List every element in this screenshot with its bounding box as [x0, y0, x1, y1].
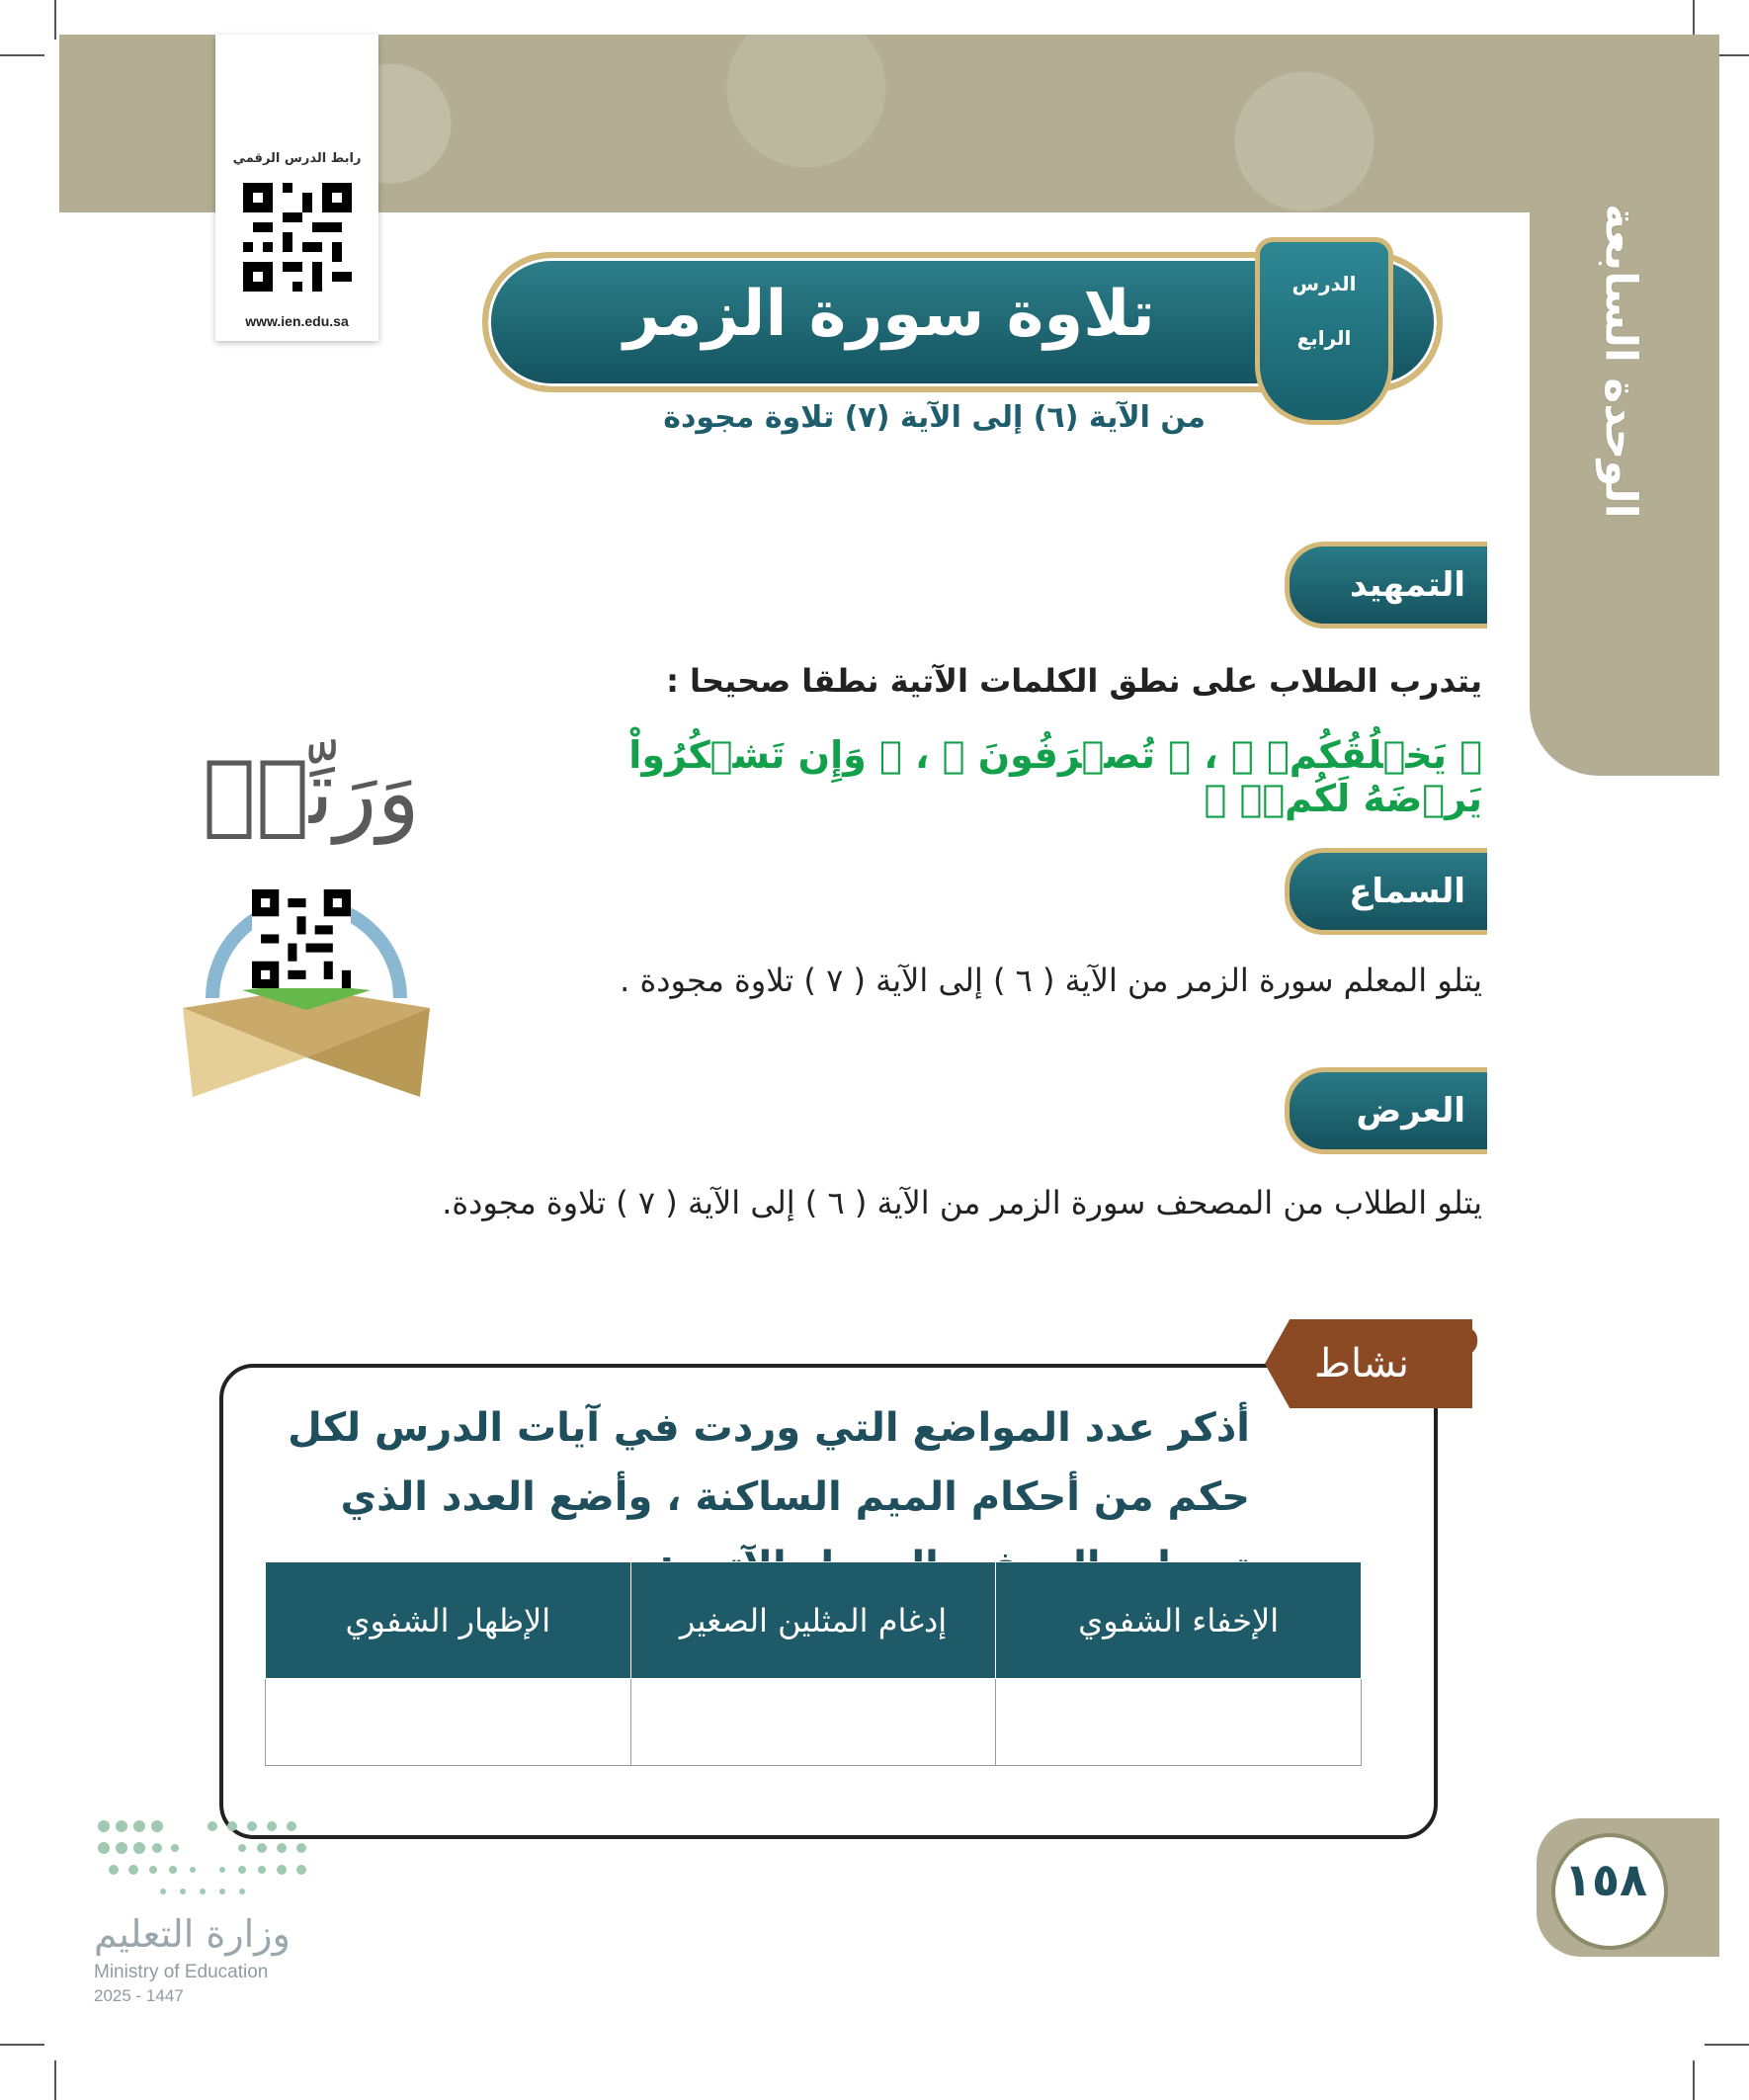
lesson-subtitle: من الآية (٦) إلى الآية (٧) تلاوة مجودة: [663, 400, 1206, 435]
section-listening-label: السماع: [1349, 872, 1465, 911]
qr-code-icon[interactable]: [252, 889, 351, 988]
table-header-cell: الإخفاء الشفوي: [996, 1562, 1362, 1679]
table-row: [266, 1679, 1362, 1766]
table-header-row: [266, 1562, 1362, 1679]
section-presentation-label: العرض: [1356, 1091, 1465, 1131]
answer-cell[interactable]: [266, 1679, 631, 1766]
rules-table: [265, 1561, 1362, 1766]
recite-logo[interactable]: [173, 731, 440, 1107]
intro-text: يتدرب الطلاب على نطق الكلمات الآتية نطقا صحيحا :: [666, 662, 1482, 700]
unit-title: الوحدة السابعة: [1595, 203, 1646, 519]
section-presentation-heading: [1285, 1067, 1487, 1154]
ministry-logo-icon: [94, 1816, 311, 1910]
section-intro-heading: [1285, 542, 1487, 629]
lesson-badge-label: الدرس: [1291, 272, 1357, 295]
table-header-cell: الإظهار الشفوي: [266, 1562, 631, 1679]
answer-cell[interactable]: [630, 1679, 996, 1766]
table-header-cell: إدغام المثلين الصغير: [630, 1562, 996, 1679]
page-number: ١٥٨: [1563, 1853, 1648, 1906]
listening-text: يتلو المعلم سورة الزمر من الآية ( ٦ ) إلى الآية ( ٧ ) تلاوة مجودة .: [620, 962, 1482, 999]
section-listening-heading: [1285, 848, 1487, 935]
activity-question: أذكر عدد المواضع التي وردت في آيات الدرس لكل حكم من أحكام الميم الساكنة ، وأضع العدد الذي: [288, 1405, 1250, 1520]
ministry-year: 2025 - 1447: [94, 1986, 184, 2005]
quran-words: ﴿ يَخۡلُقُكُمۡ ﴾ ، ﴿ تُصۡرَفُونَ ﴾ ، ﴿ وَإِن تَشۡكُرُواْ يَرۡضَهُ لَكُمۡۗ ﴾: [628, 733, 1482, 820]
answer-cell[interactable]: [996, 1679, 1362, 1766]
ministry-name-arabic: وزارة التعليم: [94, 1912, 291, 1956]
lesson-title: تلاوة سورة الزمر: [624, 278, 1155, 351]
activity-label: نشاط: [1314, 1342, 1409, 1386]
question-mark-icon: ?: [1443, 1310, 1482, 1397]
ministry-name-english: Ministry of Education: [94, 1962, 269, 1982]
presentation-text: يتلو الطلاب من المصحف سورة الزمر من الآية ( ٦ ) إلى الآية ( ٧ ) تلاوة مجودة.: [442, 1184, 1482, 1221]
qr-code-icon[interactable]: [243, 183, 352, 292]
digital-lesson-card[interactable]: [215, 35, 378, 341]
section-intro-label: التمهيد: [1349, 565, 1465, 605]
lesson-badge-number: الرابع: [1296, 326, 1352, 350]
digital-lesson-url[interactable]: www.ien.edu.sa: [245, 313, 349, 329]
recite-word: وَرَتِّلۡ: [203, 741, 420, 845]
digital-lesson-label: رابط الدرس الرقمي: [232, 151, 362, 166]
